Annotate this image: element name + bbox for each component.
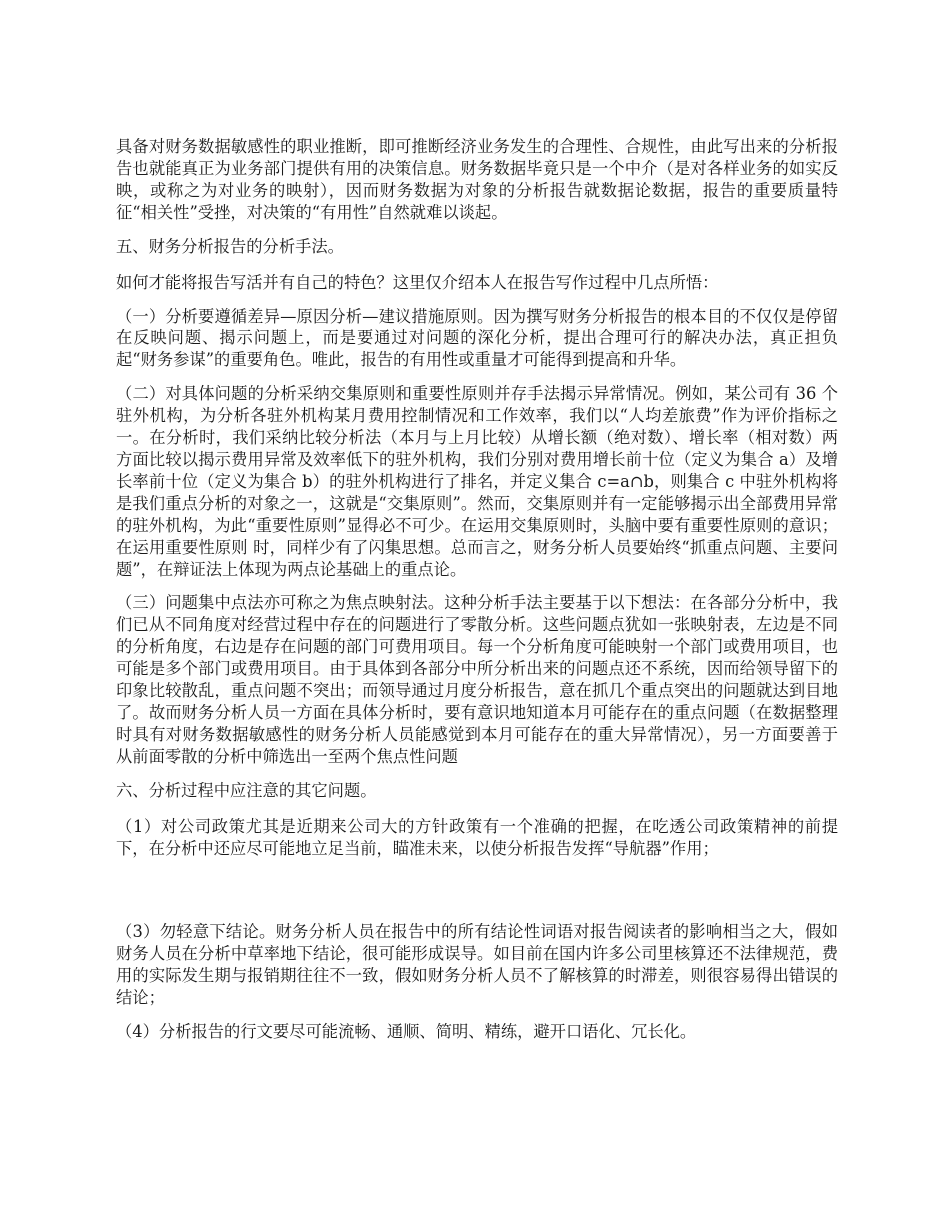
paragraph-issue-4: （4）分析报告的行文要尽可能流畅、通顺、简明、精练，避开口语化、冗长化。 xyxy=(116,1022,697,1042)
blank-gap xyxy=(116,871,838,921)
paragraph-issue-1: （1）对公司政策尤其是近期来公司大的方针政策有一个准确的把握，在吃透公司政策精神的前提下，在分析中还应尽可能地立足当前，瞄准未来，以使分析报告发挥“导航器”作用； xyxy=(116,816,838,858)
section-heading-other-issues: 六、分析过程中应注意的其它问题。 xyxy=(116,780,377,800)
paragraph-method-1: （一）分析要遵循差异—原因分析—建议措施原则。因为撰写财务分析报告的根本目的不仅仅是停留在反映问题、揭示问题上，而是要通过对问题的深化分析，提出合理可行的解决办法，真正担负起“财务参谋”的重要角色。唯此，报告的有用性或重量才可能得到提高和升华。 xyxy=(116,306,838,370)
paragraph-intro-methods: 如何才能将报告写活并有自己的特色？这里仅介绍本人在报告写作过程中几点所悟： xyxy=(116,272,719,292)
section-heading-analysis-methods: 五、财务分析报告的分析手法。 xyxy=(116,236,344,256)
paragraph-data-sensitivity: 具备对财务数据敏感性的职业推断，即可推断经济业务发生的合理性、合规性，由此写出来的分析报告也就能真正为业务部门提供有用的决策信息。财务数据毕竟只是一个中介（是对各样业务的如实反映，或称之为对业务的映射），因而财务数据为对象的分析报告就数据论数据，报告的重要质量特征“相关性”受挫，对决策的“有用性”自然就难以谈起。 xyxy=(116,137,838,222)
paragraph-issue-3: （3）勿轻意下结论。财务分析人员在报告中的所有结论性词语对报告阅读者的影响相当之大，假如财务人员在分析中草率地下结论，很可能形成误导。如目前在国内许多公司里核算还不法律规范，费用的实际发生期与报销期往往不一致，假如财务分析人员不了解核算的时滞差，则很容易得出错误的结论； xyxy=(116,922,838,1008)
document-body xyxy=(116,136,838,1055)
paragraph-method-3: （三）问题集中点法亦可称之为焦点映射法。这种分析手法主要基于以下想法：在各部分分析中，我们已从不同角度对经营过程中存在的问题进行了零散分析。这些问题点犹如一张映射表，左边是不同的分析角度，右边是存在问题的部门可费用项目。每一个分析角度可能映射一个部门或费用项目，也可能是多个部门或费用项目。由于具体到各部分中所分析出来的问题点还不系统，因而给领导留下的印象比较散乱，重点问题不突出；而领导通过月度分析报告，意在抓几个重点突出的问题就达到目地了。故而财务分析人员一方面在具体分析时，要有意识地知道本月可能存在的重点问题（在数据整理时具有对财务数据敏感性的财务分析人员能感觉到本月可能存在的重大异常情况），另一方面要善于从前面零散的分析中筛选出一至两个焦点性问题 xyxy=(116,593,838,766)
paragraph-method-2: （二）对具体问题的分析采纳交集原则和重要性原则并存手法揭示异常情况。例如，某公司有 36 个驻外机构，为分析各驻外机构某月费用控制情况和工作效率，我们以“人均差旅费”作为评价指标之一。在分析时，我们采纳比较分析法（本月与上月比较）从增长额（绝对数）、增长率（相对数）两方面比较以揭示费用异常及效率低下的驻外机构，我们分别对费用增长前十位（定义为集合 a）及增长率前十位（定义为集合 b）的驻外机构进行了排名，并定义集合 c=a∩b，则集合 c 中驻外机构将是我们重点分析的对象之一，这就是“交集原则”。然而，交集原则并有一定能够揭示出全部费用异常的驻外机构，为此“重要性原则”显得必不可少。在运用交集原则时，头脑中要有重要性原则的意识；在运用重要性原则 时，同样少有了闪集思想。总而言之，财务分析人员要始终“抓重点问题、主要问题”，在辩证法上体现为两点论基础上的重点论。 xyxy=(116,384,838,579)
